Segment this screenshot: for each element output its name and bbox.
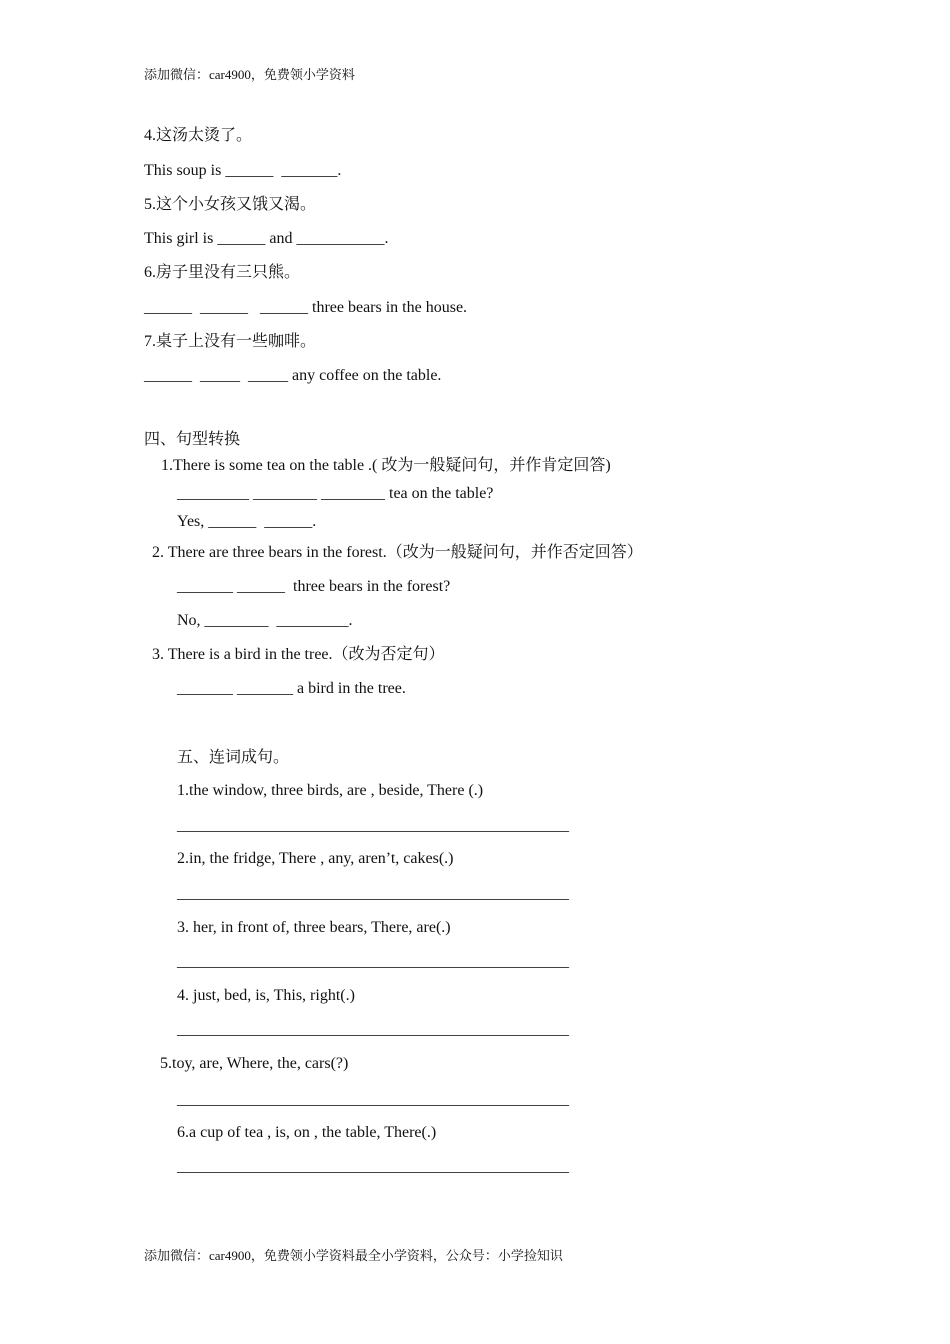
q1-prompt: 1.There is some tea on the table .( 改为一般疑问句，并作肯定回答) bbox=[161, 457, 611, 474]
q1-answer-line-2: Yes, ______ ______. bbox=[177, 513, 317, 530]
reorder-item-4: 4. just, bed, is, This, right(.) bbox=[177, 987, 355, 1004]
item-5-chinese: 5.这个小女孩又饿又渴。 bbox=[144, 196, 317, 213]
reorder-answer-line-5: _________________________________________________ bbox=[177, 1091, 569, 1108]
page-footer: 添加微信：car4900，免费领小学资料最全小学资料，公众号：小学捡知识 bbox=[144, 1248, 563, 1263]
reorder-answer-line-6: _________________________________________________ bbox=[177, 1158, 569, 1175]
item-5-english: This girl is ______ and ___________. bbox=[144, 230, 389, 247]
q2-answer-line-1: _______ ______ three bears in the forest? bbox=[177, 578, 451, 595]
item-4-chinese: 4.这汤太烫了。 bbox=[144, 127, 253, 144]
reorder-item-2: 2.in, the fridge, There , any, aren’t, cakes(.) bbox=[177, 850, 454, 867]
item-7-english: ______ _____ _____ any coffee on the table. bbox=[144, 367, 442, 384]
q2-prompt: 2. There are three bears in the forest.（改为一般疑问句，并作否定回答） bbox=[152, 544, 643, 561]
reorder-answer-line-3: _________________________________________________ bbox=[177, 953, 569, 970]
item-6-english: ______ ______ ______ three bears in the house. bbox=[144, 299, 468, 316]
q2-answer-line-2: No, ________ _________. bbox=[177, 612, 353, 629]
reorder-answer-line-4: _________________________________________________ bbox=[177, 1021, 569, 1038]
q3-prompt: 3. There is a bird in the tree.（改为否定句） bbox=[152, 646, 445, 663]
reorder-item-6: 6.a cup of tea , is, on , the table, There(.) bbox=[177, 1124, 437, 1141]
item-7-chinese: 7.桌子上没有一些咖啡。 bbox=[144, 333, 317, 350]
reorder-item-5: 5.toy, are, Where, the, cars(?) bbox=[160, 1055, 349, 1072]
q1-answer-line-1: _________ ________ ________ tea on the table? bbox=[177, 485, 494, 502]
section-5-title: 五、连词成句。 bbox=[177, 749, 290, 766]
reorder-item-3: 3. her, in front of, three bears, There, are(.) bbox=[177, 919, 451, 936]
section-4-title: 四、句型转换 bbox=[144, 431, 241, 448]
q3-answer-line-1: _______ _______ a bird in the tree. bbox=[177, 680, 406, 697]
item-4-english: This soup is ______ _______. bbox=[144, 162, 342, 179]
page-header: 添加微信：car4900，免费领小学资料 bbox=[144, 67, 355, 82]
reorder-answer-line-2: _________________________________________________ bbox=[177, 885, 569, 902]
reorder-answer-line-1: _________________________________________________ bbox=[177, 817, 569, 834]
item-6-chinese: 6.房子里没有三只熊。 bbox=[144, 264, 301, 281]
reorder-item-1: 1.the window, three birds, are , beside, There (.) bbox=[177, 782, 484, 799]
